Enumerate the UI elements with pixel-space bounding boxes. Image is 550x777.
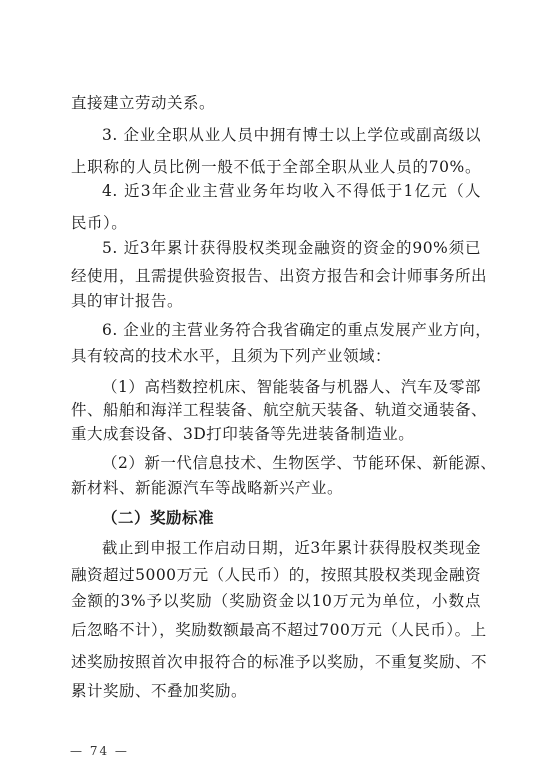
text-line: 直接建立劳动关系。 bbox=[71, 94, 216, 112]
text-line: 民币）。 bbox=[71, 214, 128, 232]
text-line: 6. 企业的主营业务符合我省确定的重点发展产业方向， bbox=[102, 321, 492, 339]
text-line: 后忽略不计），奖励数额最高不超过700万元（人民币）。上 bbox=[71, 621, 487, 639]
text-line: 上职称的人员比例一般不低于全部全职从业人员的70%。 bbox=[71, 158, 481, 176]
text-line: 截止到申报工作启动日期，近3年累计获得股权类现金 bbox=[102, 539, 481, 557]
text-line: 述奖励按照首次申报符合的标准予以奖励，不重复奖励、不 bbox=[71, 653, 488, 671]
text-line: 件、船舶和海洋工程装备、航空航天装备、轨道交通装备、 bbox=[71, 401, 488, 419]
text-line: （2）新一代信息技术、生物医学、节能环保、新能源、 bbox=[102, 454, 497, 472]
text-line: 重大成套设备、3D打印装备等先进装备制造业。 bbox=[71, 425, 415, 443]
text-line: 融资超过5000万元（人民币）的，按照其股权类现金融资 bbox=[71, 566, 481, 584]
text-line: 4. 近3年企业主营业务年均收入不得低于1亿元（人 bbox=[102, 182, 481, 200]
text-line: 3. 企业全职从业人员中拥有博士以上学位或副高级以 bbox=[102, 126, 481, 144]
text-line: 5. 近3年累计获得股权类现金融资的资金的90%须已 bbox=[102, 239, 481, 257]
text-line: 经使用，且需提供验资报告、出资方报告和会计师事务所出 bbox=[71, 267, 488, 285]
text-line: 新材料、新能源汽车等战略新兴产业。 bbox=[71, 479, 344, 497]
text-line: 累计奖励、不叠加奖励。 bbox=[71, 682, 248, 700]
page-number: — 74 — bbox=[70, 744, 129, 758]
text-line: 金额的3%予以奖励（奖励资金以10万元为单位，小数点 bbox=[71, 592, 481, 610]
section-heading: （二）奖励标准 bbox=[102, 509, 215, 527]
text-line: （1）高档数控机床、智能装备与机器人、汽车及零部 bbox=[102, 378, 481, 396]
text-line: 具的审计报告。 bbox=[71, 292, 184, 310]
text-line: 具有较高的技术水平，且须为下列产业领域： bbox=[71, 347, 392, 365]
